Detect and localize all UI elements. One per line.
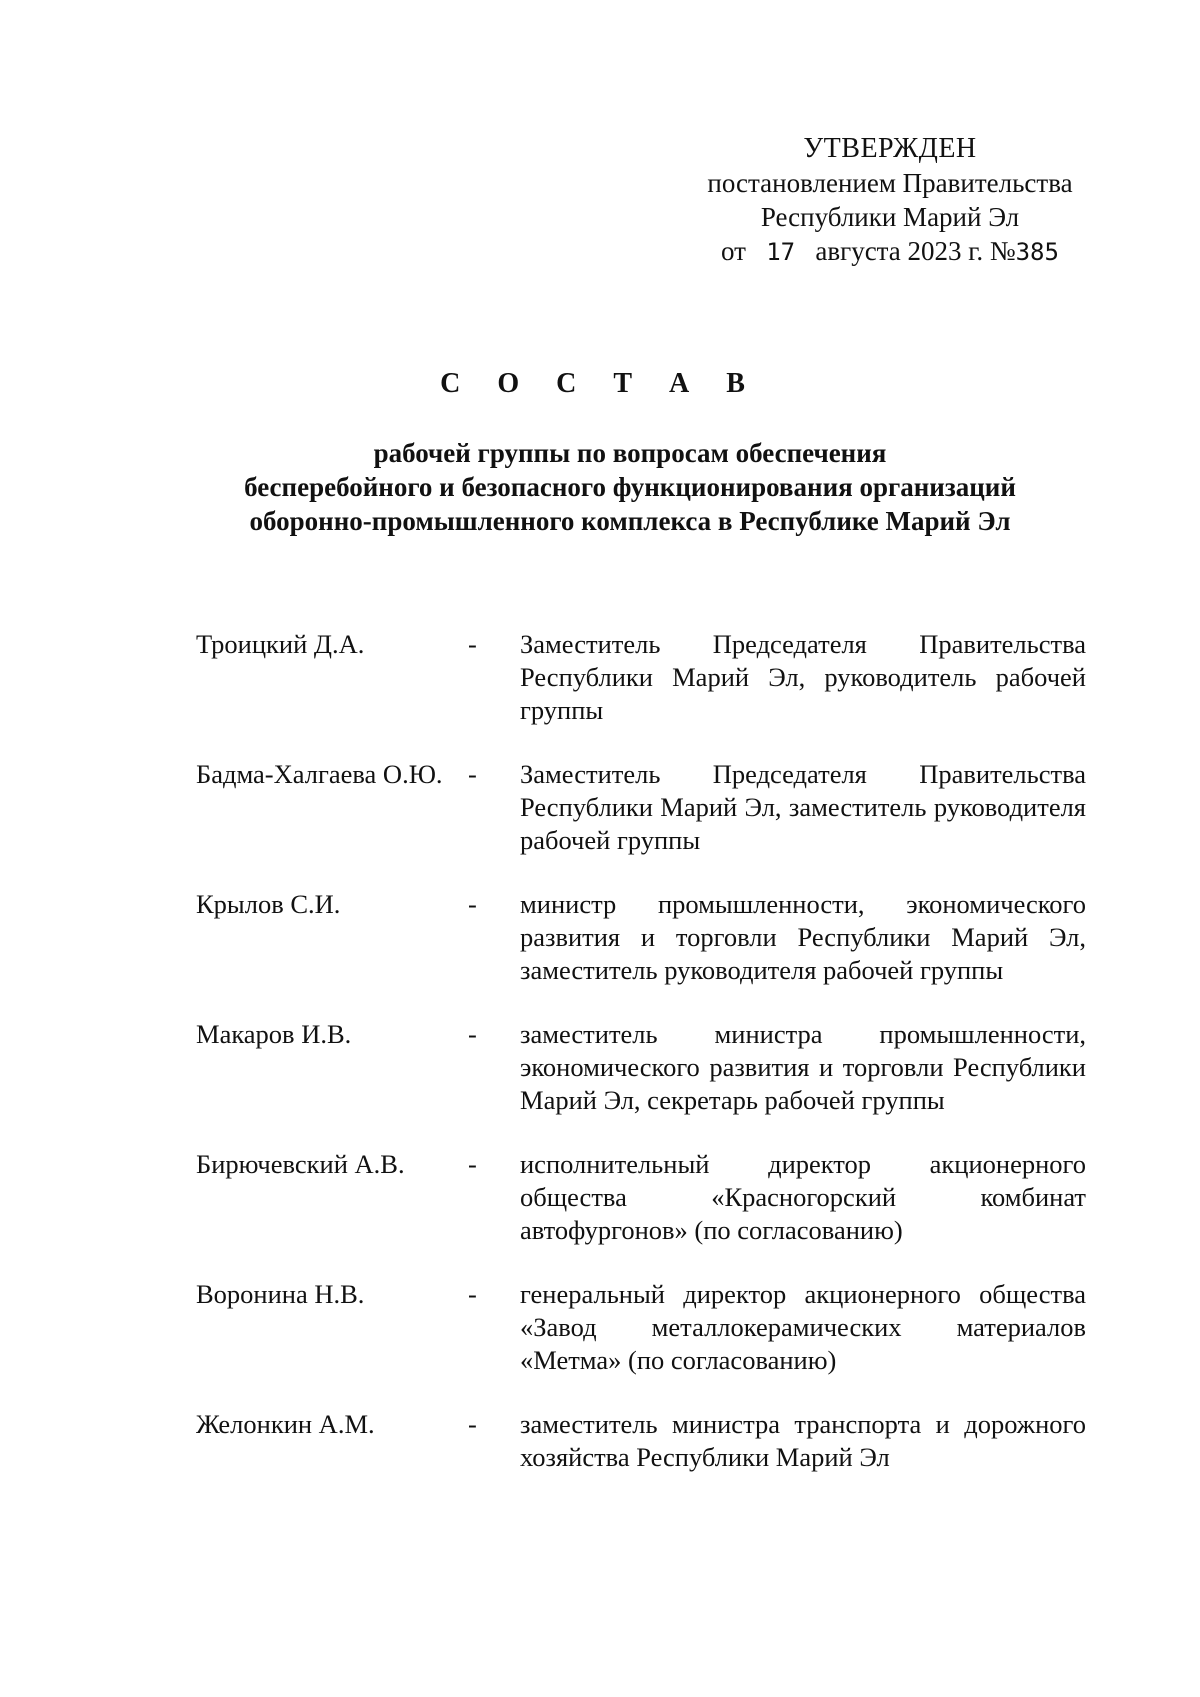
member-role: Заместитель Председателя Правительства Республики Марий Эл, заместитель руководителя рабочей группы xyxy=(520,759,1086,855)
member-name: Желонкин А.М. xyxy=(196,1409,375,1439)
member-dash: - xyxy=(468,759,477,789)
member-role: Заместитель Председателя Правительства Республики Марий Эл, руководитель рабочей группы xyxy=(520,629,1086,725)
member-dash: - xyxy=(468,1279,477,1309)
member-row xyxy=(196,1278,1086,1377)
member-row xyxy=(196,1018,1086,1117)
member-name: Крылов С.И. xyxy=(196,889,341,919)
approval-line-3: Республики Марий Эл xyxy=(760,202,1020,232)
document-title: С О С Т А В xyxy=(440,368,760,399)
member-role: заместитель министра промышленности, экономического развития и торговли Республики Марий Эл, секретарь рабочей группы xyxy=(520,1019,1086,1115)
approval-line-4 xyxy=(680,234,1100,269)
approval-number: 385 xyxy=(1015,238,1059,266)
member-dash: - xyxy=(468,629,477,659)
member-row xyxy=(196,1408,1086,1474)
member-role: генеральный директор акционерного общества «Завод металлокерамических материалов «Метма» (по согласованию) xyxy=(520,1279,1086,1375)
approval-heading: УТВЕРЖДЕН xyxy=(803,133,977,164)
member-dash: - xyxy=(468,1409,477,1439)
document-subtitle xyxy=(180,436,1080,538)
approval-line-2: постановлением Правительства xyxy=(707,168,1073,198)
member-name: Бирючевский А.В. xyxy=(196,1149,405,1179)
member-name: Бадма-Халгаева О.Ю. xyxy=(196,759,443,789)
member-role: министр промышленности, экономического развития и торговли Республики Марий Эл, заместитель руководителя рабочей группы xyxy=(520,889,1086,985)
subtitle-line-1: рабочей группы по вопросам обеспечения xyxy=(373,438,887,468)
member-dash: - xyxy=(468,1019,477,1049)
member-row xyxy=(196,888,1086,987)
member-row xyxy=(196,758,1086,857)
member-row xyxy=(196,628,1086,727)
member-name: Троицкий Д.А. xyxy=(196,629,365,659)
member-dash: - xyxy=(468,889,477,919)
member-role: заместитель министра транспорта и дорожного хозяйства Республики Марий Эл xyxy=(520,1409,1086,1472)
approval-stamp xyxy=(680,132,1100,269)
members-list xyxy=(196,628,1086,1505)
subtitle-line-2: бесперебойного и безопасного функционирования организаций xyxy=(244,472,1016,502)
member-name: Макаров И.В. xyxy=(196,1019,352,1049)
approval-from-label: от xyxy=(721,236,746,266)
member-role: исполнительный директор акционерного общества «Красногорский комбинат автофургонов» (по согласованию) xyxy=(520,1149,1086,1245)
member-dash: - xyxy=(468,1149,477,1179)
approval-month-year: августа 2023 г. № xyxy=(815,236,1016,266)
member-name: Воронина Н.В. xyxy=(196,1279,365,1309)
member-row xyxy=(196,1148,1086,1247)
subtitle-line-3: оборонно-промышленного комплекса в Республике Марий Эл xyxy=(249,506,1011,536)
approval-day: 17 xyxy=(766,238,796,266)
